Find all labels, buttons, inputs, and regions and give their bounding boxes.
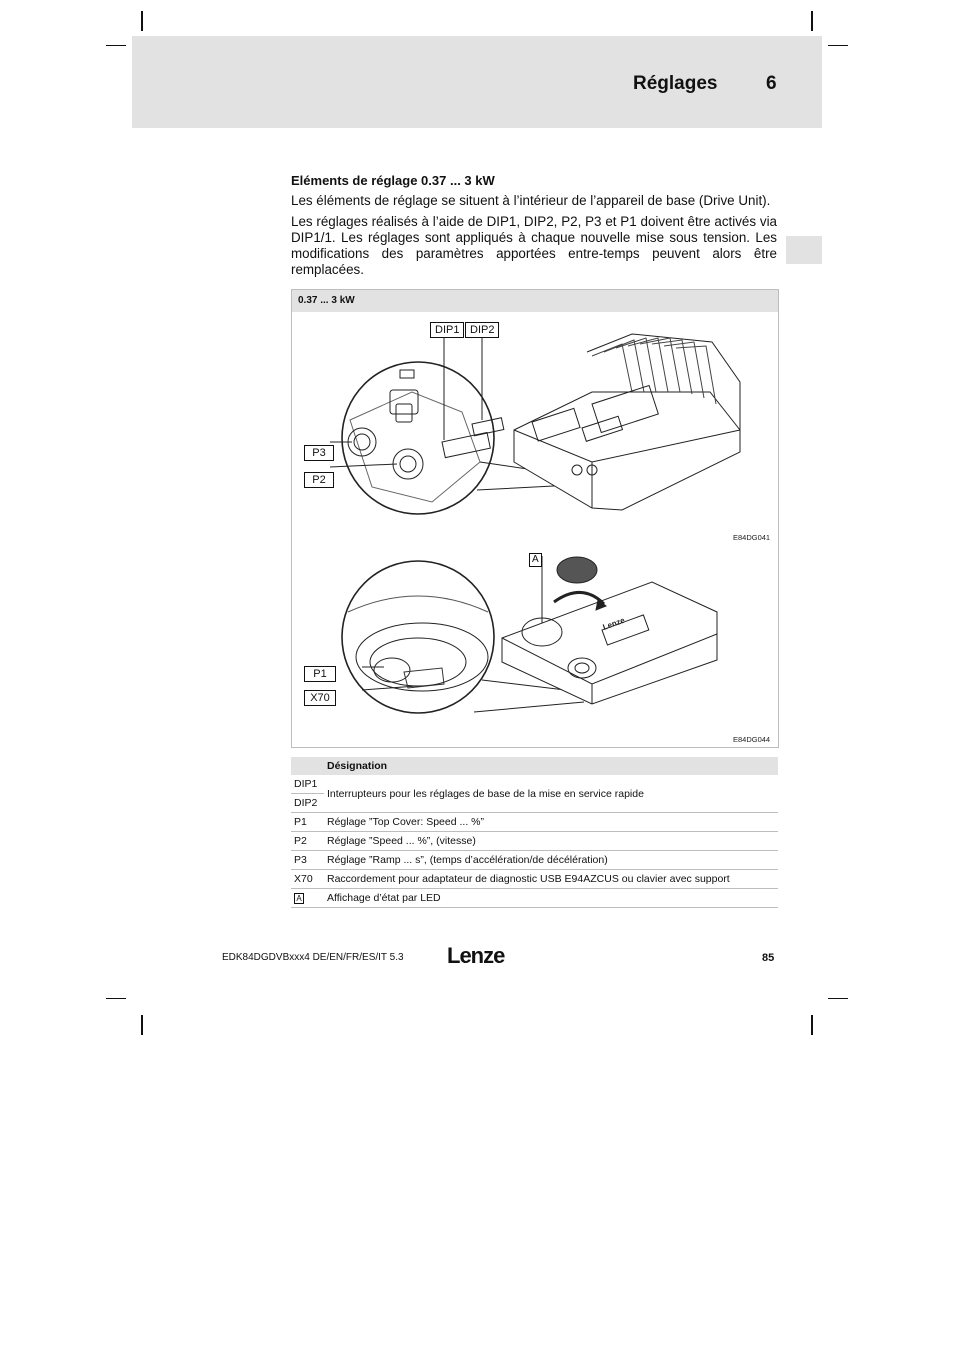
figure-code-bottom: E84DG044 [733, 735, 771, 744]
row-key: P1 [291, 813, 324, 832]
callout-p3: P3 [304, 445, 334, 461]
drive-illustration [292, 312, 778, 747]
callout-dip1: DIP1 [430, 322, 464, 338]
figure-code-top: E84DG041 [733, 533, 771, 542]
crop-mark [141, 1015, 143, 1035]
crop-mark [106, 998, 126, 999]
row-key-boxed: A [294, 893, 304, 904]
row-desc: Réglage ”Ramp ... s”, (temps d’accélération/de décélération) [324, 851, 778, 870]
crop-mark [811, 11, 813, 31]
table-row [291, 813, 778, 832]
callout-p1: P1 [304, 666, 336, 682]
paragraph-location: Les éléments de réglage se situent à l’intérieur de l’appareil de base (Drive Unit). [291, 193, 771, 208]
row-key: DIP1 [291, 775, 324, 794]
chapter-side-tab [786, 236, 822, 264]
section-title: Eléments de réglage 0.37 ... 3 kW [291, 173, 495, 188]
crop-mark [106, 45, 126, 46]
callout-x70: X70 [304, 690, 336, 706]
row-key: P3 [291, 851, 324, 870]
row-desc: Raccordement pour adaptateur de diagnostic USB E94AZCUS ou clavier avec support [324, 870, 778, 889]
designation-table [291, 757, 778, 908]
footer-logo: Lenze [447, 943, 505, 968]
callout-p2: P2 [304, 472, 334, 488]
table-row [291, 870, 778, 889]
row-desc: Réglage ”Top Cover: Speed ... %” [324, 813, 778, 832]
crop-mark [141, 11, 143, 31]
figure [291, 289, 779, 748]
row-key: P2 [291, 832, 324, 851]
footer-document-id: EDK84DGDVBxxx4 DE/EN/FR/ES/IT 5.3 [222, 952, 404, 963]
table-row [291, 851, 778, 870]
drive-unit-bottom [502, 557, 717, 704]
chapter-title: Réglages [633, 73, 718, 94]
detail-circle-top [342, 362, 504, 514]
crop-mark [828, 45, 848, 46]
page-number: 85 [762, 952, 775, 964]
callout-a: A [529, 553, 542, 567]
row-desc: Interrupteurs pour les réglages de base de la mise en service rapide [324, 775, 778, 813]
crop-mark [811, 1015, 813, 1035]
drive-unit-top [514, 334, 740, 510]
row-key: X70 [291, 870, 324, 889]
crop-mark [828, 998, 848, 999]
chapter-number: 6 [766, 73, 777, 94]
table-row [291, 775, 778, 794]
table-header-row [291, 757, 778, 775]
table-row [291, 889, 778, 908]
table-row [291, 832, 778, 851]
device-logo: Lenze [601, 615, 626, 632]
paragraph-activation: Les réglages réalisés à l’aide de DIP1, DIP2, P2, P3 et P1 doivent être activés via DIP1/1. Les réglages sont appliqués à chaque nouvelle mise sous tension. Les modifications des paramètres apportées entre-temps peuvent alors être remplacées. [291, 214, 777, 277]
row-key: DIP2 [291, 794, 324, 813]
row-desc: Réglage ”Speed ... %”, (vitesse) [324, 832, 778, 851]
callout-dip2: DIP2 [465, 322, 499, 338]
table-header-designation: Désignation [324, 757, 778, 775]
header-band [132, 36, 822, 128]
row-desc: Affichage d’état par LED [324, 889, 778, 908]
figure-header: 0.37 ... 3 kW [292, 290, 778, 312]
